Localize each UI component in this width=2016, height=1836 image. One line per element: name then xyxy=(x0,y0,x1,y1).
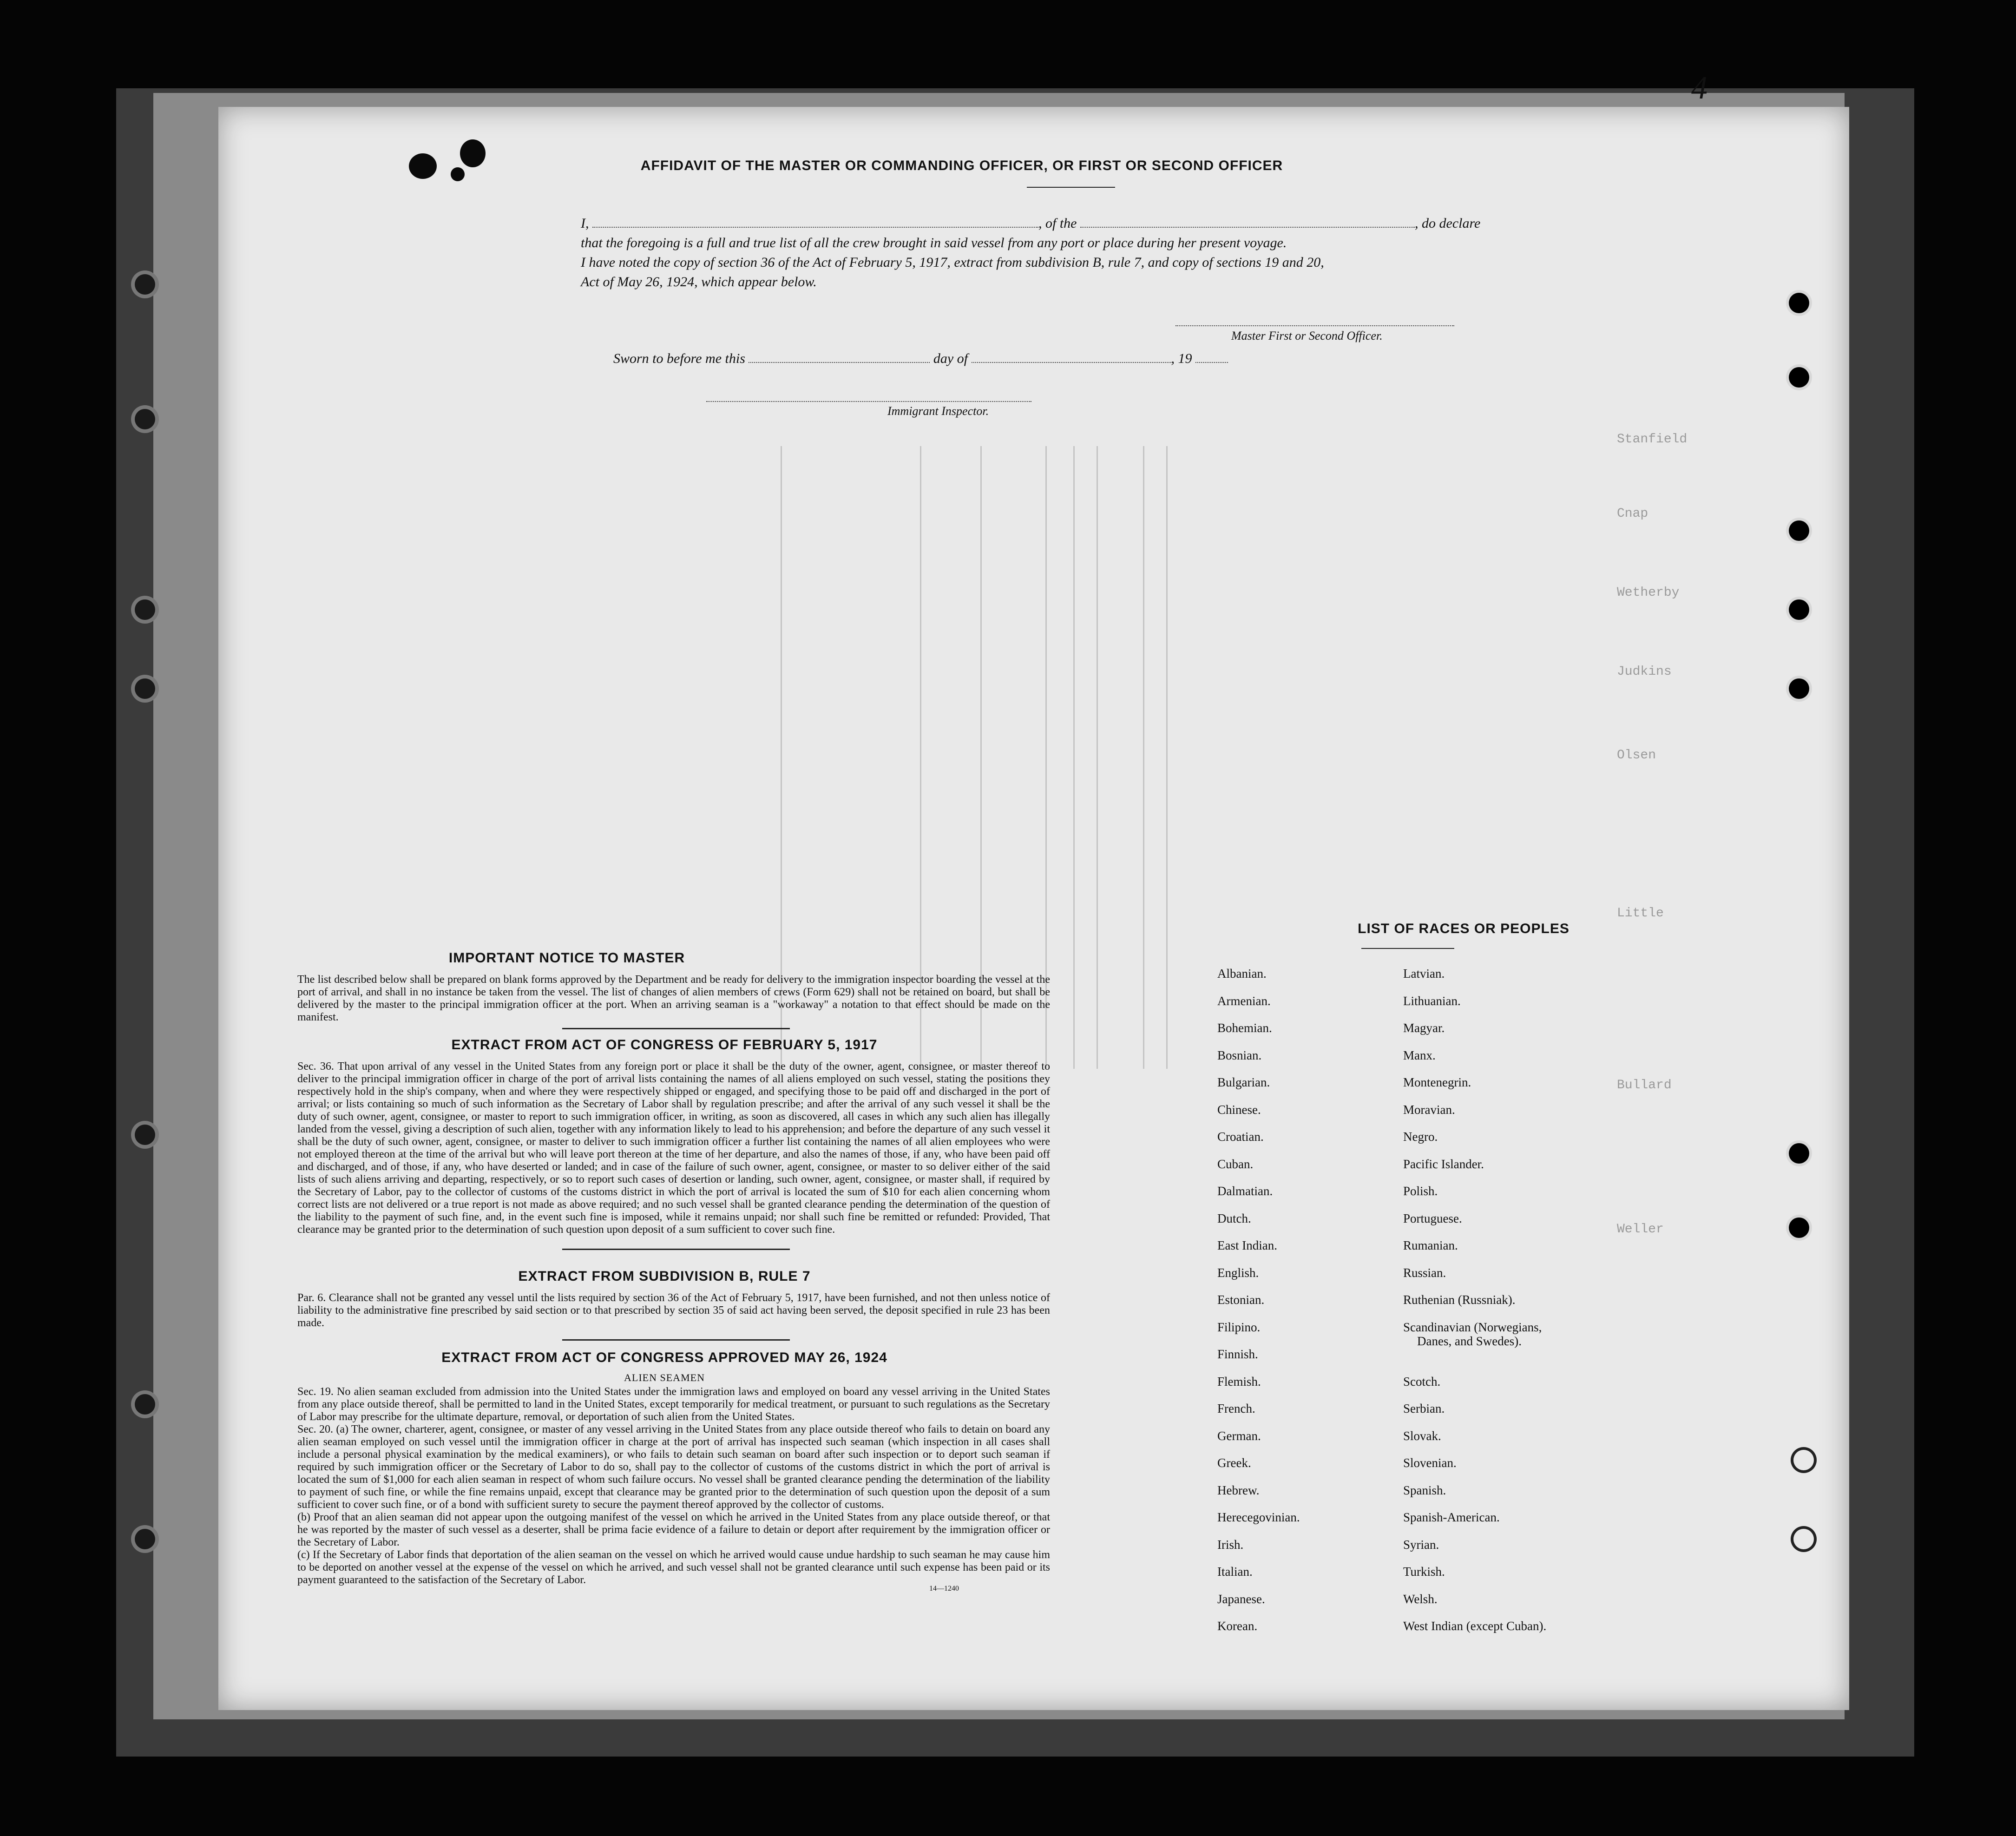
binder-hole xyxy=(1789,1217,1809,1238)
sworn-line: Sworn to before me this day of , 19 xyxy=(613,351,1228,367)
race-item: Bohemian. xyxy=(1217,1021,1272,1035)
binder-hole xyxy=(135,599,155,620)
race-item: Herecegovinian. xyxy=(1217,1510,1300,1524)
bleed-through-text: Wetherby xyxy=(1617,586,1680,600)
affidavit-line-3: I have noted the copy of section 36 of the Act of February 5, 1917, extract from subdivision B, rule 7, and copy of sections 19 and 20, xyxy=(581,255,1324,270)
affidavit-sheet xyxy=(218,107,1849,1710)
binder-hole xyxy=(1789,520,1809,541)
race-item: English. xyxy=(1217,1265,1259,1280)
extract-1924-text xyxy=(297,1386,1050,1586)
race-item: Cuban. xyxy=(1217,1157,1254,1171)
bleed-through-text: Olsen xyxy=(1617,748,1656,763)
affidavit-line-2: that the foregoing is a full and true list of all the crew brought in said vessel from any port or place during her present voyage. xyxy=(581,235,1287,250)
binder-hole xyxy=(135,274,155,295)
master-label: Master First or Second Officer. xyxy=(1231,329,1383,342)
divider xyxy=(1361,948,1454,949)
handwritten-page-mark: 4 xyxy=(1691,70,1707,106)
race-item: Chinese. xyxy=(1217,1102,1261,1117)
column-rule xyxy=(1143,446,1144,1069)
bleed-through-text: Judkins xyxy=(1617,665,1672,679)
race-item: Syrian. xyxy=(1403,1537,1439,1552)
master-signature-line[interactable] xyxy=(1175,325,1454,326)
inspector-signature-line[interactable] xyxy=(706,401,1031,402)
race-item: Estonian. xyxy=(1217,1293,1265,1307)
race-item: Portuguese. xyxy=(1403,1211,1462,1225)
race-item: Magyar. xyxy=(1403,1021,1445,1035)
race-item: Welsh. xyxy=(1403,1592,1438,1606)
race-item: Scotch. xyxy=(1403,1374,1441,1389)
sworn-year-field[interactable] xyxy=(1195,362,1228,363)
binder-hole xyxy=(135,1394,155,1415)
race-item: Ruthenian (Russniak). xyxy=(1403,1293,1516,1307)
notice-title: IMPORTANT NOTICE TO MASTER xyxy=(448,950,685,966)
race-item: Russian. xyxy=(1403,1265,1446,1280)
race-item: West Indian (except Cuban). xyxy=(1403,1619,1547,1633)
race-item: Moravian. xyxy=(1403,1102,1455,1117)
race-item: Irish. xyxy=(1217,1537,1244,1552)
race-item: Montenegrin. xyxy=(1403,1075,1471,1089)
race-item: Manx. xyxy=(1403,1048,1436,1062)
bleed-through-text: Cnap xyxy=(1617,507,1648,521)
race-item: Filipino. xyxy=(1217,1320,1261,1334)
race-item: Italian. xyxy=(1217,1565,1253,1579)
race-item: Latvian. xyxy=(1403,967,1445,981)
binder-hole xyxy=(135,409,155,429)
race-item: Greek. xyxy=(1217,1456,1251,1470)
binder-hole xyxy=(1789,293,1809,313)
race-item: Spanish-American. xyxy=(1403,1510,1500,1524)
race-item: Pacific Islander. xyxy=(1403,1157,1484,1171)
column-rule xyxy=(1073,446,1075,1069)
affidavit-line-4: Act of May 26, 1924, which appear below. xyxy=(581,274,817,290)
binder-hole xyxy=(135,1125,155,1145)
race-item: Croatian. xyxy=(1217,1130,1264,1144)
extract-1917-text: Sec. 36. That upon arrival of any vessel in the United States from any foreign port or place it shall be the duty of the owner, agent, consignee, or master thereof to deliver to the principal immigration officer in charge of the port of arrival lists containing the names of all aliens employed on such vessel, stating the positions they respectively hold in the ship's company, when and where they were respectively shipped or engaged, and specifying those to be paid off and discharged in the port of arrival; or lists containing so much of such information as the Secretary of Labor shall by regulation prescribe; and after the arrival of any such vessel it shall be the duty of such owner, agent, consignee, or master to report to such immigration officer, in writing, as soon as discovered, all cases in which any such alien has illegally landed from the vessel, giving a description of such alien, together with any information likely to lead to his apprehension; and before the departure of any such vessel it shall be the duty of such owner, agent, consignee, or master to deliver to such immigration officer a further list containing the names of all alien employees who were not employed thereon at the time of the arrival but who will leave port thereon at the time of her departure, and also the names of those, if any, who have been paid off and discharged, and of those, if any, who have deserted or landed; and in case of the failure of such owner, agent, consignee, or master to so deliver either of the said lists of such aliens arriving and departing, respectively, or so to report such cases of desertion or landing, such owner, agent, consignee, or master shall, if required by the Secretary of Labor, pay to the collector of customs of the customs district in which the port of arrival is located the sum of $10 for each alien concerning whom correct lists are not delivered or a true report is not made as above required; and no such vessel shall be granted clearance pending the determination of the question of the liability to the payment of such fine, and, in the event such fine is imposed, while it remains unpaid; nor shall such fine be remitted or refunded: Provided, That clearance may be granted prior to the determination of such question upon deposit of a sum sufficient to cover such fine. xyxy=(297,1060,1050,1236)
officer-name-field[interactable] xyxy=(592,227,1038,228)
binder-hole xyxy=(1789,367,1809,388)
column-rule xyxy=(1097,446,1098,1069)
race-item: Rumanian. xyxy=(1403,1238,1458,1252)
race-item: Danes, and Swedes). xyxy=(1417,1334,1522,1348)
race-item: Finnish. xyxy=(1217,1347,1258,1361)
races-left-column xyxy=(1217,960,1300,1640)
race-item: Slovenian. xyxy=(1403,1456,1457,1470)
race-item: Korean. xyxy=(1217,1619,1258,1633)
binder-hole xyxy=(1789,678,1809,699)
binder-hole xyxy=(135,1529,155,1549)
sworn-day-field[interactable] xyxy=(749,362,930,363)
binder-hole xyxy=(1789,1143,1809,1164)
bleed-through-text: Weller xyxy=(1617,1222,1664,1237)
race-item: Scandinavian (Norwegians, xyxy=(1403,1320,1542,1334)
affidavit-declaration-line: I, , of the , do declare xyxy=(581,216,1481,231)
race-item: Lithuanian. xyxy=(1403,994,1461,1008)
affidavit-body xyxy=(581,214,1719,292)
rule-7-title: EXTRACT FROM SUBDIVISION B, RULE 7 xyxy=(518,1269,811,1284)
race-item: Hebrew. xyxy=(1217,1483,1260,1497)
divider xyxy=(562,1249,790,1250)
extract-1917-title: EXTRACT FROM ACT OF CONGRESS OF FEBRUARY 5, 1917 xyxy=(451,1037,878,1053)
section-20b-text: (b) Proof that an alien seaman did not appear upon the outgoing manifest of the vessel on which he arrived in the United States from any place outside thereof, or that he was reported by the master of such vessel as a deserter, shall be prima facie evidence of a failure to detain or deport after requirement by the immigration officer or the Secretary of Labor. xyxy=(297,1511,1050,1548)
bleed-through-text: Bullard xyxy=(1617,1078,1672,1092)
alien-seamen-subtitle: ALIEN SEAMEN xyxy=(624,1372,705,1383)
race-item: Spanish. xyxy=(1403,1483,1446,1497)
divider xyxy=(1027,187,1115,188)
form-number: 14—1240 xyxy=(929,1585,959,1593)
race-item: Negro. xyxy=(1403,1130,1438,1144)
binder-hole xyxy=(135,678,155,699)
section-20c-text: (c) If the Secretary of Labor finds that deportation of the alien seaman on the vessel on which he arrived would cause undue hardship to such seaman he may cause him to be deported on another vessel at the expense of the vessel on which he arrived, and such vessel shall not be granted clearance until such expense has been paid or its payment guaranteed to the satisfaction of the Secretary of Labor. xyxy=(297,1549,1050,1586)
race-item: Serbian. xyxy=(1403,1402,1445,1415)
vessel-name-field[interactable] xyxy=(1080,227,1415,228)
race-item: East Indian. xyxy=(1217,1238,1277,1252)
affidavit-title: AFFIDAVIT OF THE MASTER OR COMMANDING OFFICER, OR FIRST OR SECOND OFFICER xyxy=(640,158,1283,173)
rule-7-text: Par. 6. Clearance shall not be granted any vessel until the lists required by section 36 of the Act of February 5, 1917, have been furnished, and not then unless notice of liability to the administrative fine prescribed by said section or to that prescribed by section 35 of said act having been served, the deposit specified in rule 23 has been made. xyxy=(297,1292,1050,1329)
race-item: French. xyxy=(1217,1402,1255,1415)
race-item: Flemish. xyxy=(1217,1374,1261,1389)
binder-hole xyxy=(1793,1450,1814,1470)
divider xyxy=(562,1028,790,1029)
divider xyxy=(562,1339,790,1341)
binder-hole xyxy=(1793,1529,1814,1549)
sworn-month-field[interactable] xyxy=(972,362,1171,363)
bleed-through-text: Stanfield xyxy=(1617,432,1688,447)
races-right-column xyxy=(1403,960,1546,1640)
column-rule xyxy=(1166,446,1168,1069)
binder-hole xyxy=(1789,599,1809,620)
race-item: Bosnian. xyxy=(1217,1048,1262,1062)
notice-text: The list described below shall be prepared on blank forms approved by the Department and be ready for delivery to the immigration inspector boarding the vessel at the port of arrival, and shall in no instance be taken from the vessel. The list of changes of alien members of crews (Form 629) shall not be retained on board, but shall be delivered by the master to the principal immigration officer at the port. When an arriving seaman is a "workaway" a notation to that effect should be made on the manifest. xyxy=(297,974,1050,1023)
race-item: Polish. xyxy=(1403,1184,1438,1198)
race-item: German. xyxy=(1217,1428,1261,1443)
race-item: Bulgarian. xyxy=(1217,1075,1270,1089)
race-item: Turkish. xyxy=(1403,1565,1445,1579)
races-title: LIST OF RACES OR PEOPLES xyxy=(1358,921,1569,936)
race-item: Slovak. xyxy=(1403,1428,1441,1443)
race-item: Dutch. xyxy=(1217,1211,1251,1225)
race-item: Japanese. xyxy=(1217,1592,1265,1606)
race-item: Albanian. xyxy=(1217,967,1267,981)
section-20a-text: Sec. 20. (a) The owner, charterer, agent, consignee, or master of any vessel arriving in the United States from any place outside thereof who fails to detain on board any alien seaman employed on such vessel until the immigration officer in charge at the port of arrival has inspected such seaman (which inspection in all cases shall include a personal physical examination by the medical examiners), or who fails to detain such seaman on board after such inspection or to deport such seaman if required by such immigration officer or the Secretary of Labor to do so, shall pay to the collector of customs of the customs district in which the port of arrival is located the sum of $1,000 for each alien seaman in respect of whom such failure occurs. No vessel shall be granted clearance pending the determination of the liability to payment of such fine, or while the fine remains unpaid, except that clearance may be granted prior to the determination of such question upon the deposit of a sum sufficient to cover such fine, or of a bond with sufficient surety to secure the payment thereof approved by the collector of customs. xyxy=(297,1423,1050,1511)
section-19-text: Sec. 19. No alien seaman excluded from admission into the United States under the immigration laws and employed on board any vessel arriving in the United States from any place outside thereof, shall be permitted to land in the United States, except temporarily for medical treatment, or pursuant to such regulations as the Secretary of Labor may prescribe for the ultimate departure, removal, or deportation of such alien from the United States. xyxy=(297,1386,1050,1423)
bleed-through-text: Little xyxy=(1617,906,1664,921)
inspector-label: Immigrant Inspector. xyxy=(887,404,989,418)
race-item: Armenian. xyxy=(1217,994,1271,1008)
extract-1924-title: EXTRACT FROM ACT OF CONGRESS APPROVED MAY 26, 1924 xyxy=(441,1350,887,1365)
race-item: Dalmatian. xyxy=(1217,1184,1273,1198)
